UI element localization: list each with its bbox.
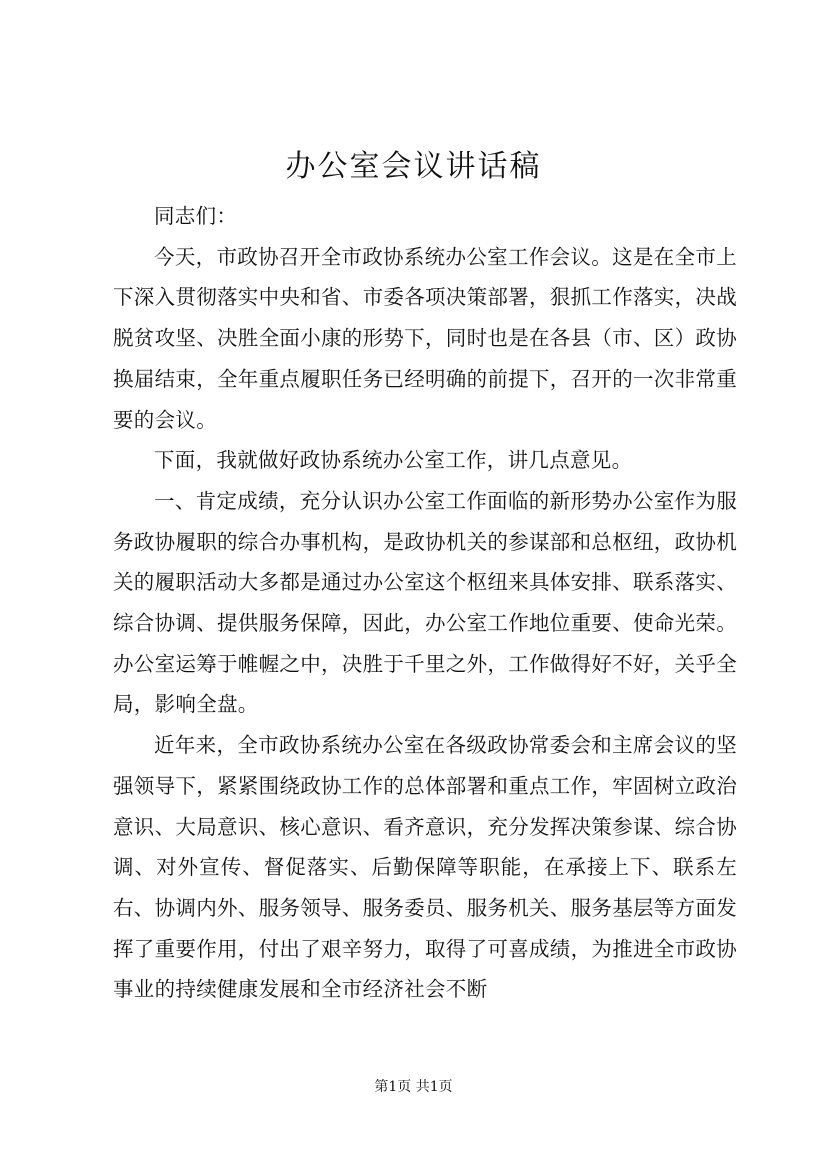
paragraph: 近年来，全市政协系统办公室在各级政协常委会和主席会议的坚强领导下，紧紧围绕政协工作的总体部署和重点工作，牢固树立政治意识、大局意识、核心意识、看齐意识，充分发挥决策参谋、综合协调、对外宣传、督促落实、后勤保障等职能，在承接上下、联系左右、协调内外、服务领导、服务委员、服务机关、服务基层等方面发挥了重要作用，付出了艰辛努力，取得了可喜成绩，为推进全市政协事业的持续健康发展和全市经济社会不断 bbox=[113, 733, 737, 1002]
paragraph: 下面，我就做好政协系统办公室工作，讲几点意见。 bbox=[154, 448, 633, 473]
document-body bbox=[113, 196, 737, 1010]
paragraph: 一、肯定成绩，充分认识办公室工作面临的新形势办公室作为服务政协履职的综合办事机构，是政协机关的参谋部和总枢纽，政协机关的履职活动大多都是通过办公室这个枢纽来具体安排、联系落实、综合协调、提供服务保障，因此，办公室工作地位重要、使命光荣。办公室运筹于帷幄之中，决胜于千里之外，工作做得好不好，关乎全局，影响全盘。 bbox=[113, 488, 737, 717]
document-title: 办公室会议讲话稿 bbox=[285, 149, 542, 184]
page-number-footer: 第1页 共1页 bbox=[374, 1079, 453, 1095]
salutation: 同志们： bbox=[154, 204, 238, 228]
paragraph: 今天，市政协召开全市政协系统办公室工作会议。这是在全市上下深入贯彻落实中央和省、市委各项决策部署，狠抓工作落实，决战脱贫攻坚、决胜全面小康的形势下，同时也是在各县（市、区）政协换届结束，全年重点履职任务已经明确的前提下，召开的一次非常重要的会议。 bbox=[113, 244, 737, 432]
